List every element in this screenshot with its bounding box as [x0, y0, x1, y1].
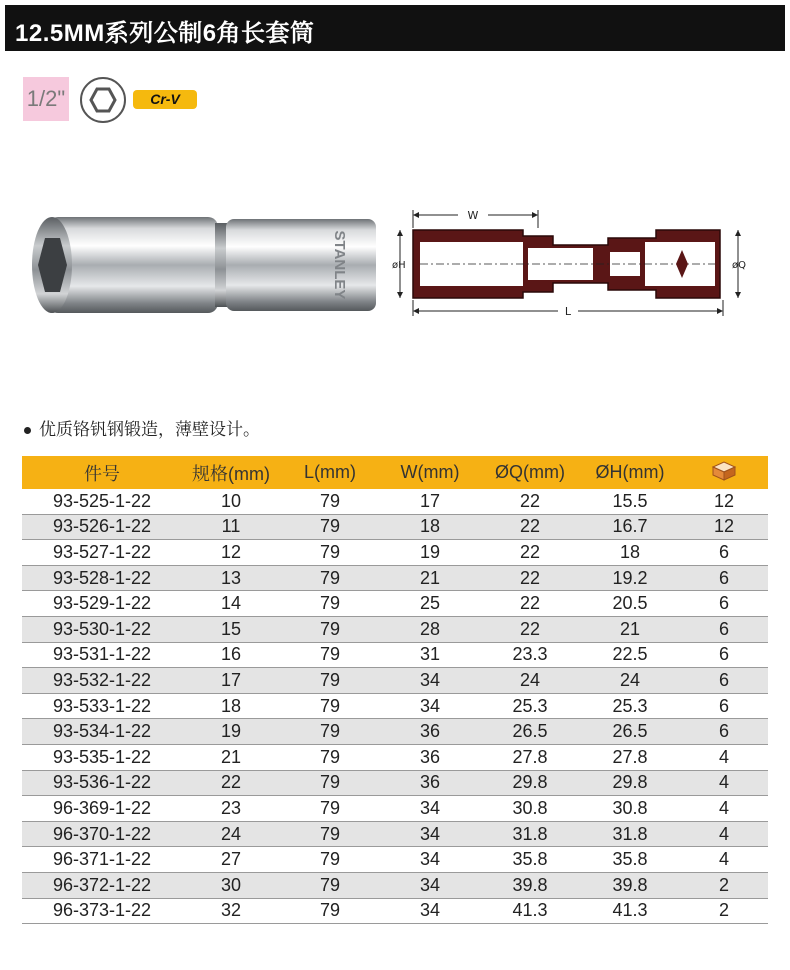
- table-cell: 20.5: [580, 591, 680, 617]
- table-cell: 22: [480, 591, 580, 617]
- table-cell: 36: [380, 744, 480, 770]
- socket-photo: [30, 205, 380, 325]
- col-header-pack: [680, 456, 768, 489]
- drive-size-label: 1/2": [23, 77, 69, 121]
- l-label: L: [564, 305, 572, 318]
- table-cell: 34: [380, 821, 480, 847]
- table-cell: 96-371-1-22: [22, 847, 182, 873]
- table-cell: 79: [280, 565, 380, 591]
- table-cell: 79: [280, 872, 380, 898]
- table-cell: 93-531-1-22: [22, 642, 182, 668]
- table-cell: 2: [680, 898, 768, 924]
- table-cell: 24: [580, 668, 680, 694]
- feature-note-text: 优质铬钒钢锻造，薄壁设计。: [39, 420, 260, 440]
- table-cell: 36: [380, 719, 480, 745]
- table-cell: 93-530-1-22: [22, 616, 182, 642]
- table-cell: 30.8: [480, 796, 580, 822]
- table-row: [22, 898, 768, 924]
- table-cell: 18: [380, 514, 480, 540]
- table-cell: 79: [280, 642, 380, 668]
- table-cell: 79: [280, 821, 380, 847]
- table-cell: 24: [480, 668, 580, 694]
- title-bar: [5, 5, 785, 51]
- table-cell: 21: [182, 744, 280, 770]
- table-cell: 6: [680, 540, 768, 566]
- table-cell: 34: [380, 796, 480, 822]
- table-cell: 22: [480, 616, 580, 642]
- table-cell: 27: [182, 847, 280, 873]
- table-row: [22, 744, 768, 770]
- table-cell: 39.8: [480, 872, 580, 898]
- table-row: [22, 847, 768, 873]
- table-cell: 13: [182, 565, 280, 591]
- table-cell: 4: [680, 821, 768, 847]
- feature-note: [24, 415, 260, 440]
- table-cell: 79: [280, 847, 380, 873]
- table-cell: 15.5: [580, 489, 680, 514]
- table-cell: 93-535-1-22: [22, 744, 182, 770]
- table-cell: 4: [680, 744, 768, 770]
- table-row: [22, 872, 768, 898]
- table-cell: 15: [182, 616, 280, 642]
- table-cell: 17: [380, 489, 480, 514]
- table-cell: 28: [380, 616, 480, 642]
- table-cell: 14: [182, 591, 280, 617]
- table-cell: 79: [280, 744, 380, 770]
- table-cell: 31.8: [480, 821, 580, 847]
- w-label: W: [467, 209, 479, 222]
- table-cell: 36: [380, 770, 480, 796]
- col-header: ØH(mm): [580, 456, 680, 489]
- table-cell: 30: [182, 872, 280, 898]
- table-row: [22, 489, 768, 514]
- table-cell: 11: [182, 514, 280, 540]
- table-cell: 79: [280, 489, 380, 514]
- table-cell: 16.7: [580, 514, 680, 540]
- table-cell: 93-527-1-22: [22, 540, 182, 566]
- table-cell: 30.8: [580, 796, 680, 822]
- table-cell: 79: [280, 898, 380, 924]
- table-cell: 18: [580, 540, 680, 566]
- material-badge: Cr-V: [133, 90, 197, 109]
- dimension-diagram: [388, 200, 750, 320]
- table-cell: 6: [680, 693, 768, 719]
- table-cell: 22.5: [580, 642, 680, 668]
- table-cell: 21: [580, 616, 680, 642]
- table-cell: 19: [380, 540, 480, 566]
- table-cell: 35.8: [480, 847, 580, 873]
- table-cell: 29.8: [580, 770, 680, 796]
- hexagon-icon: [78, 76, 128, 124]
- table-cell: 21: [380, 565, 480, 591]
- table-cell: 35.8: [580, 847, 680, 873]
- oh-label: øH: [392, 260, 406, 271]
- table-cell: 79: [280, 540, 380, 566]
- table-cell: 31.8: [580, 821, 680, 847]
- table-cell: 79: [280, 616, 380, 642]
- table-cell: 6: [680, 565, 768, 591]
- table-row: [22, 693, 768, 719]
- page-title: 12.5MM系列公制6角长套筒: [15, 20, 315, 47]
- table-cell: 22: [480, 565, 580, 591]
- table-cell: 96-373-1-22: [22, 898, 182, 924]
- box-icon: [711, 459, 737, 481]
- table-cell: 6: [680, 591, 768, 617]
- table-cell: 23: [182, 796, 280, 822]
- table-cell: 26.5: [580, 719, 680, 745]
- table-row: [22, 616, 768, 642]
- table-cell: 93-529-1-22: [22, 591, 182, 617]
- table-cell: 93-526-1-22: [22, 514, 182, 540]
- table-cell: 93-528-1-22: [22, 565, 182, 591]
- table-cell: 41.3: [480, 898, 580, 924]
- col-header: 规格(mm): [182, 456, 280, 489]
- table-cell: 12: [680, 514, 768, 540]
- table-cell: 12: [182, 540, 280, 566]
- table-cell: 6: [680, 642, 768, 668]
- table-cell: 16: [182, 642, 280, 668]
- table-cell: 6: [680, 616, 768, 642]
- table-cell: 22: [480, 514, 580, 540]
- table-cell: 93-525-1-22: [22, 489, 182, 514]
- table-cell: 4: [680, 847, 768, 873]
- table-cell: 79: [280, 591, 380, 617]
- table-cell: 34: [380, 847, 480, 873]
- table-row: [22, 770, 768, 796]
- table-cell: 4: [680, 796, 768, 822]
- table-cell: 12: [680, 489, 768, 514]
- table-cell: 4: [680, 770, 768, 796]
- table-cell: 29.8: [480, 770, 580, 796]
- table-cell: 25.3: [580, 693, 680, 719]
- table-row: [22, 796, 768, 822]
- table-row: [22, 540, 768, 566]
- table-cell: 27.8: [480, 744, 580, 770]
- table-cell: 19.2: [580, 565, 680, 591]
- table-row: [22, 514, 768, 540]
- table-row: [22, 591, 768, 617]
- table-cell: 25.3: [480, 693, 580, 719]
- table-cell: 96-372-1-22: [22, 872, 182, 898]
- brand-engraving: STANLEY: [331, 230, 348, 300]
- table-cell: 41.3: [580, 898, 680, 924]
- table-cell: 34: [380, 898, 480, 924]
- table-cell: 18: [182, 693, 280, 719]
- table-cell: 93-532-1-22: [22, 668, 182, 694]
- table-cell: 79: [280, 514, 380, 540]
- table-row: [22, 719, 768, 745]
- table-cell: 23.3: [480, 642, 580, 668]
- table-cell: 26.5: [480, 719, 580, 745]
- table-cell: 79: [280, 719, 380, 745]
- table-cell: 32: [182, 898, 280, 924]
- table-row: [22, 821, 768, 847]
- table-row: [22, 565, 768, 591]
- table-cell: 22: [480, 489, 580, 514]
- table-cell: 17: [182, 668, 280, 694]
- table-cell: 22: [182, 770, 280, 796]
- bullet-icon: [24, 427, 31, 434]
- col-header: L(mm): [280, 456, 380, 489]
- table-row: [22, 642, 768, 668]
- table-cell: 96-370-1-22: [22, 821, 182, 847]
- table-cell: 2: [680, 872, 768, 898]
- table-cell: 22: [480, 540, 580, 566]
- table-cell: 79: [280, 668, 380, 694]
- col-header: 件号: [22, 456, 182, 489]
- table-cell: 19: [182, 719, 280, 745]
- col-header: ØQ(mm): [480, 456, 580, 489]
- table-cell: 93-533-1-22: [22, 693, 182, 719]
- table-cell: 24: [182, 821, 280, 847]
- table-cell: 10: [182, 489, 280, 514]
- table-cell: 31: [380, 642, 480, 668]
- table-cell: 6: [680, 719, 768, 745]
- table-cell: 79: [280, 796, 380, 822]
- table-cell: 79: [280, 693, 380, 719]
- table-cell: 34: [380, 693, 480, 719]
- table-cell: 96-369-1-22: [22, 796, 182, 822]
- table-cell: 34: [380, 668, 480, 694]
- col-header: W(mm): [380, 456, 480, 489]
- oq-label: øQ: [732, 260, 746, 271]
- table-cell: 27.8: [580, 744, 680, 770]
- table-header-row: [22, 456, 768, 489]
- table-cell: 6: [680, 668, 768, 694]
- table-row: [22, 668, 768, 694]
- table-cell: 25: [380, 591, 480, 617]
- spec-table: [22, 456, 768, 924]
- table-cell: 93-534-1-22: [22, 719, 182, 745]
- table-cell: 93-536-1-22: [22, 770, 182, 796]
- table-cell: 79: [280, 770, 380, 796]
- table-cell: 34: [380, 872, 480, 898]
- table-cell: 39.8: [580, 872, 680, 898]
